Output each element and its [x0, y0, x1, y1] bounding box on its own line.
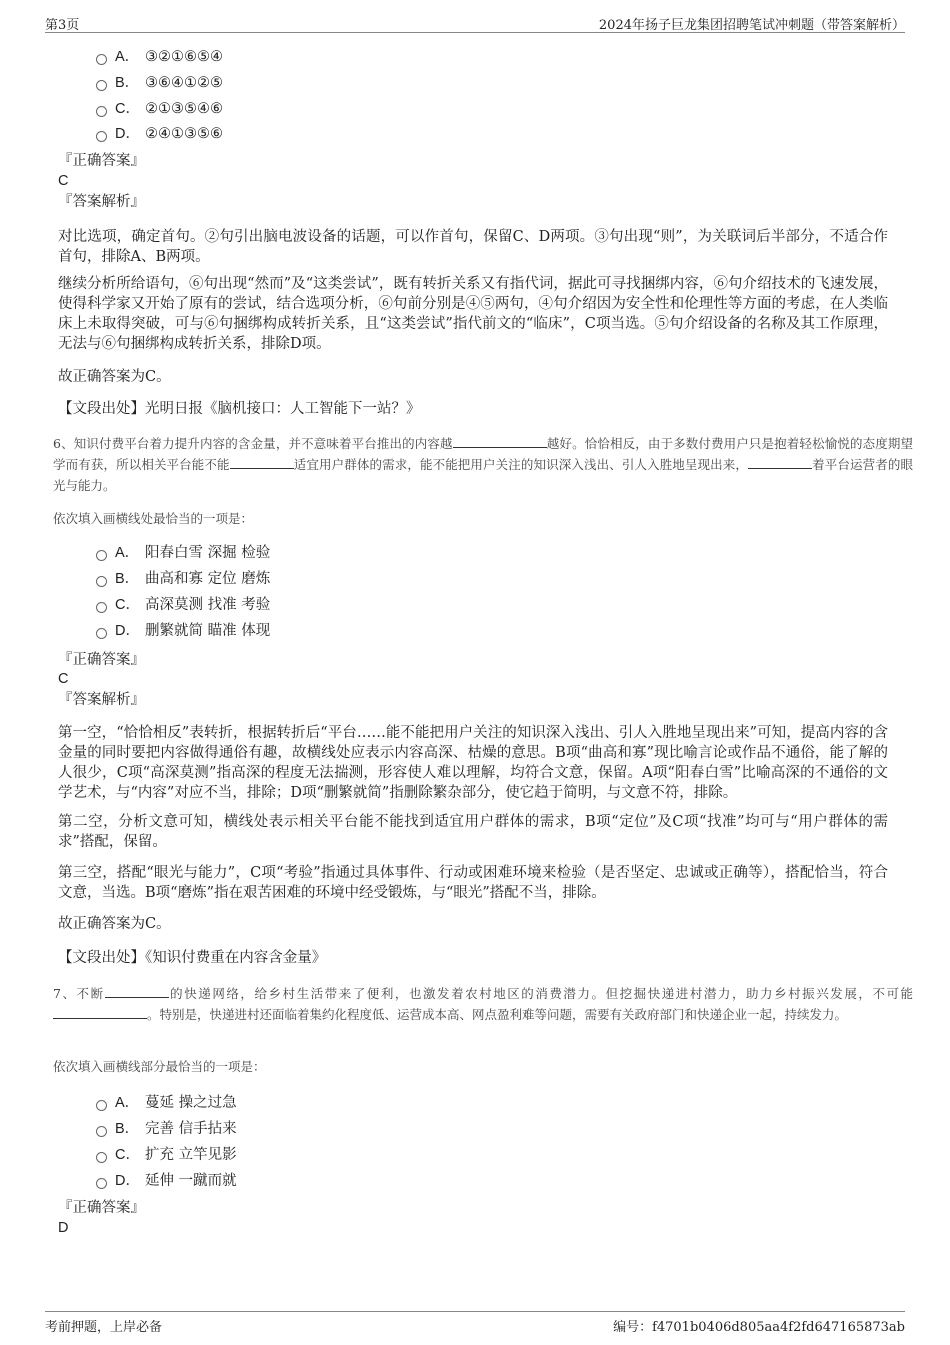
- analysis-paragraph: 故正确答案为C。: [58, 916, 171, 932]
- source-citation: 【文段出处】《知识付费重在内容含金量》: [58, 950, 327, 966]
- document-title: 2024年扬子巨龙集团招聘笔试冲刺题（带答案解析）: [598, 18, 905, 33]
- radio-icon[interactable]: [96, 54, 107, 65]
- option-q6-b[interactable]: B． 曲高和寡 定位 磨炼: [96, 569, 270, 589]
- radio-icon[interactable]: [96, 131, 107, 142]
- option-q6-c[interactable]: C． 高深莫测 找准 考验: [96, 595, 270, 615]
- option-q7-c[interactable]: C． 扩充 立竿见影: [96, 1145, 237, 1165]
- option-q7-b[interactable]: B． 完善 信手拈来: [96, 1119, 237, 1139]
- radio-icon[interactable]: [96, 1126, 107, 1137]
- question-prompt: 依次填入画横线部分最恰当的一项是：: [53, 1059, 266, 1074]
- radio-icon[interactable]: [96, 550, 107, 561]
- analysis-paragraph: 第一空，“恰恰相反”表转折，根据转折后“平台……能不能把用户关注的知识深入浅出、引人入胜地呈现出来”可知，提高内容的含金量的同时要把内容做得通俗有趣，故横线处应表示内容高深、枯燥的意思。B项“曲高和寡”现比喻言论或作品不通俗，能了解的人很少，C项“高深莫测”指高深的程度无法揣测，形容使人难以理解，均符合文意，保留。A项“阳春白雪”比喻高深的不通俗的文学艺术，与“内容”对应不当，排除；D项“删繁就简”指删除繁杂部分，使它趋于简明，与文意不符，排除。: [58, 725, 888, 801]
- radio-icon[interactable]: [96, 106, 107, 117]
- blank: [53, 1005, 147, 1019]
- analysis-label: 『答案解析』: [58, 692, 145, 708]
- question-prompt: 依次填入画横线处最恰当的一项是：: [53, 511, 254, 526]
- analysis-label: 『答案解析』: [58, 194, 145, 210]
- option-q7-d[interactable]: D． 延伸 一蹴而就: [96, 1171, 237, 1191]
- question-6-stem: 6、知识付费平台着力提升内容的含金量，并不意味着平台推出的内容越 越好。恰恰相反，由于多数付费用户只是抱着轻松愉悦的态度期望学而有获，所以相关平台能不能 适宜用户群体的需求，能不能把用户关注的知识深入浅出、引人入胜地呈现出来， 着平台运营者的眼光与能力。: [53, 436, 913, 493]
- document-id: 编号：f4701b0406d805aa4f2fd647165873ab: [613, 1320, 905, 1335]
- correct-answer-q5: C: [58, 173, 69, 189]
- blank: [453, 434, 547, 448]
- analysis-paragraph: 第三空，搭配“眼光与能力”，C项“考验”指通过具体事件、行动或困难环境来检验（是否坚定、忠诚或正确等），搭配恰当，符合文意，当选。B项“磨炼”指在艰苦困难的环境中经受锻炼，与“眼光”搭配不当，排除。: [58, 865, 888, 901]
- option-q5-c[interactable]: C． ②①③⑤④⑥: [96, 99, 223, 119]
- option-q5-a[interactable]: A． ③②①⑥⑤④: [96, 47, 223, 67]
- correct-answer-label: 『正确答案』: [58, 652, 145, 668]
- radio-icon[interactable]: [96, 1152, 107, 1163]
- option-q5-b[interactable]: B． ③⑥④①②⑤: [96, 73, 223, 93]
- blank: [105, 984, 169, 998]
- footer-slogan: 考前押题，上岸必备: [45, 1320, 163, 1335]
- analysis-paragraph: 第二空，分析文意可知，横线处表示相关平台能不能找到适宜用户群体的需求，B项“定位”及C项“找准”均可与“用户群体的需求”搭配，保留。: [58, 814, 888, 850]
- radio-icon[interactable]: [96, 80, 107, 91]
- option-q5-d[interactable]: D． ②④①③⑤⑥: [96, 124, 223, 144]
- question-7-stem: 7、不断 的快递网络，给乡村生活带来了便利，也激发着农村地区的消费潜力。但挖掘快递进村潜力，助力乡村振兴发展，不可能。特别是，快递进村还面临着集约化程度低、运营成本高、网点盈利难等问题，需要有关政府部门和快递企业一起，持续发力。: [53, 986, 913, 1022]
- radio-icon[interactable]: [96, 628, 107, 639]
- analysis-paragraph: 对比选项，确定首句。②句引出脑电波设备的话题，可以作首句，保留C、D两项。③句出现“则”，为关联词后半部分，不适合作首句，排除A、B两项。: [58, 229, 888, 265]
- radio-icon[interactable]: [96, 1178, 107, 1189]
- option-q6-a[interactable]: A． 阳春白雪 深掘 检验: [96, 543, 270, 563]
- radio-icon[interactable]: [96, 602, 107, 613]
- option-q7-a[interactable]: A． 蔓延 操之过急: [96, 1093, 237, 1113]
- blank: [748, 455, 812, 469]
- page-header: [45, 12, 905, 33]
- page-footer: [45, 1311, 905, 1334]
- radio-icon[interactable]: [96, 1100, 107, 1111]
- correct-answer-q6: C: [58, 671, 69, 687]
- radio-icon[interactable]: [96, 576, 107, 587]
- source-citation: 【文段出处】光明日报《脑机接口：人工智能下一站？》: [58, 401, 421, 417]
- blank: [230, 455, 294, 469]
- correct-answer-q7: D: [58, 1220, 69, 1236]
- analysis-paragraph: 故正确答案为C。: [58, 369, 171, 385]
- correct-answer-label: 『正确答案』: [58, 1200, 145, 1216]
- analysis-paragraph: 继续分析所给语句，⑥句出现“然而”及“这类尝试”，既有转折关系又有指代词，据此可寻找捆绑内容，⑥句介绍技术的飞速发展，使得科学家又开始了原有的尝试，结合选项分析，⑥句前分别是④⑤两句，④句介绍因为安全性和伦理性等方面的考虑，在人类临床上未取得突破，可与⑥句捆绑构成转折关系，且“这类尝试”指代前文的“临床”，C项当选。⑤句介绍设备的名称及其工作原理，无法与⑥句捆绑构成转折关系，排除D项。: [58, 276, 888, 352]
- page-number: 第3页: [45, 18, 80, 33]
- option-q6-d[interactable]: D． 删繁就简 瞄准 体现: [96, 621, 270, 641]
- correct-answer-label: 『正确答案』: [58, 153, 145, 169]
